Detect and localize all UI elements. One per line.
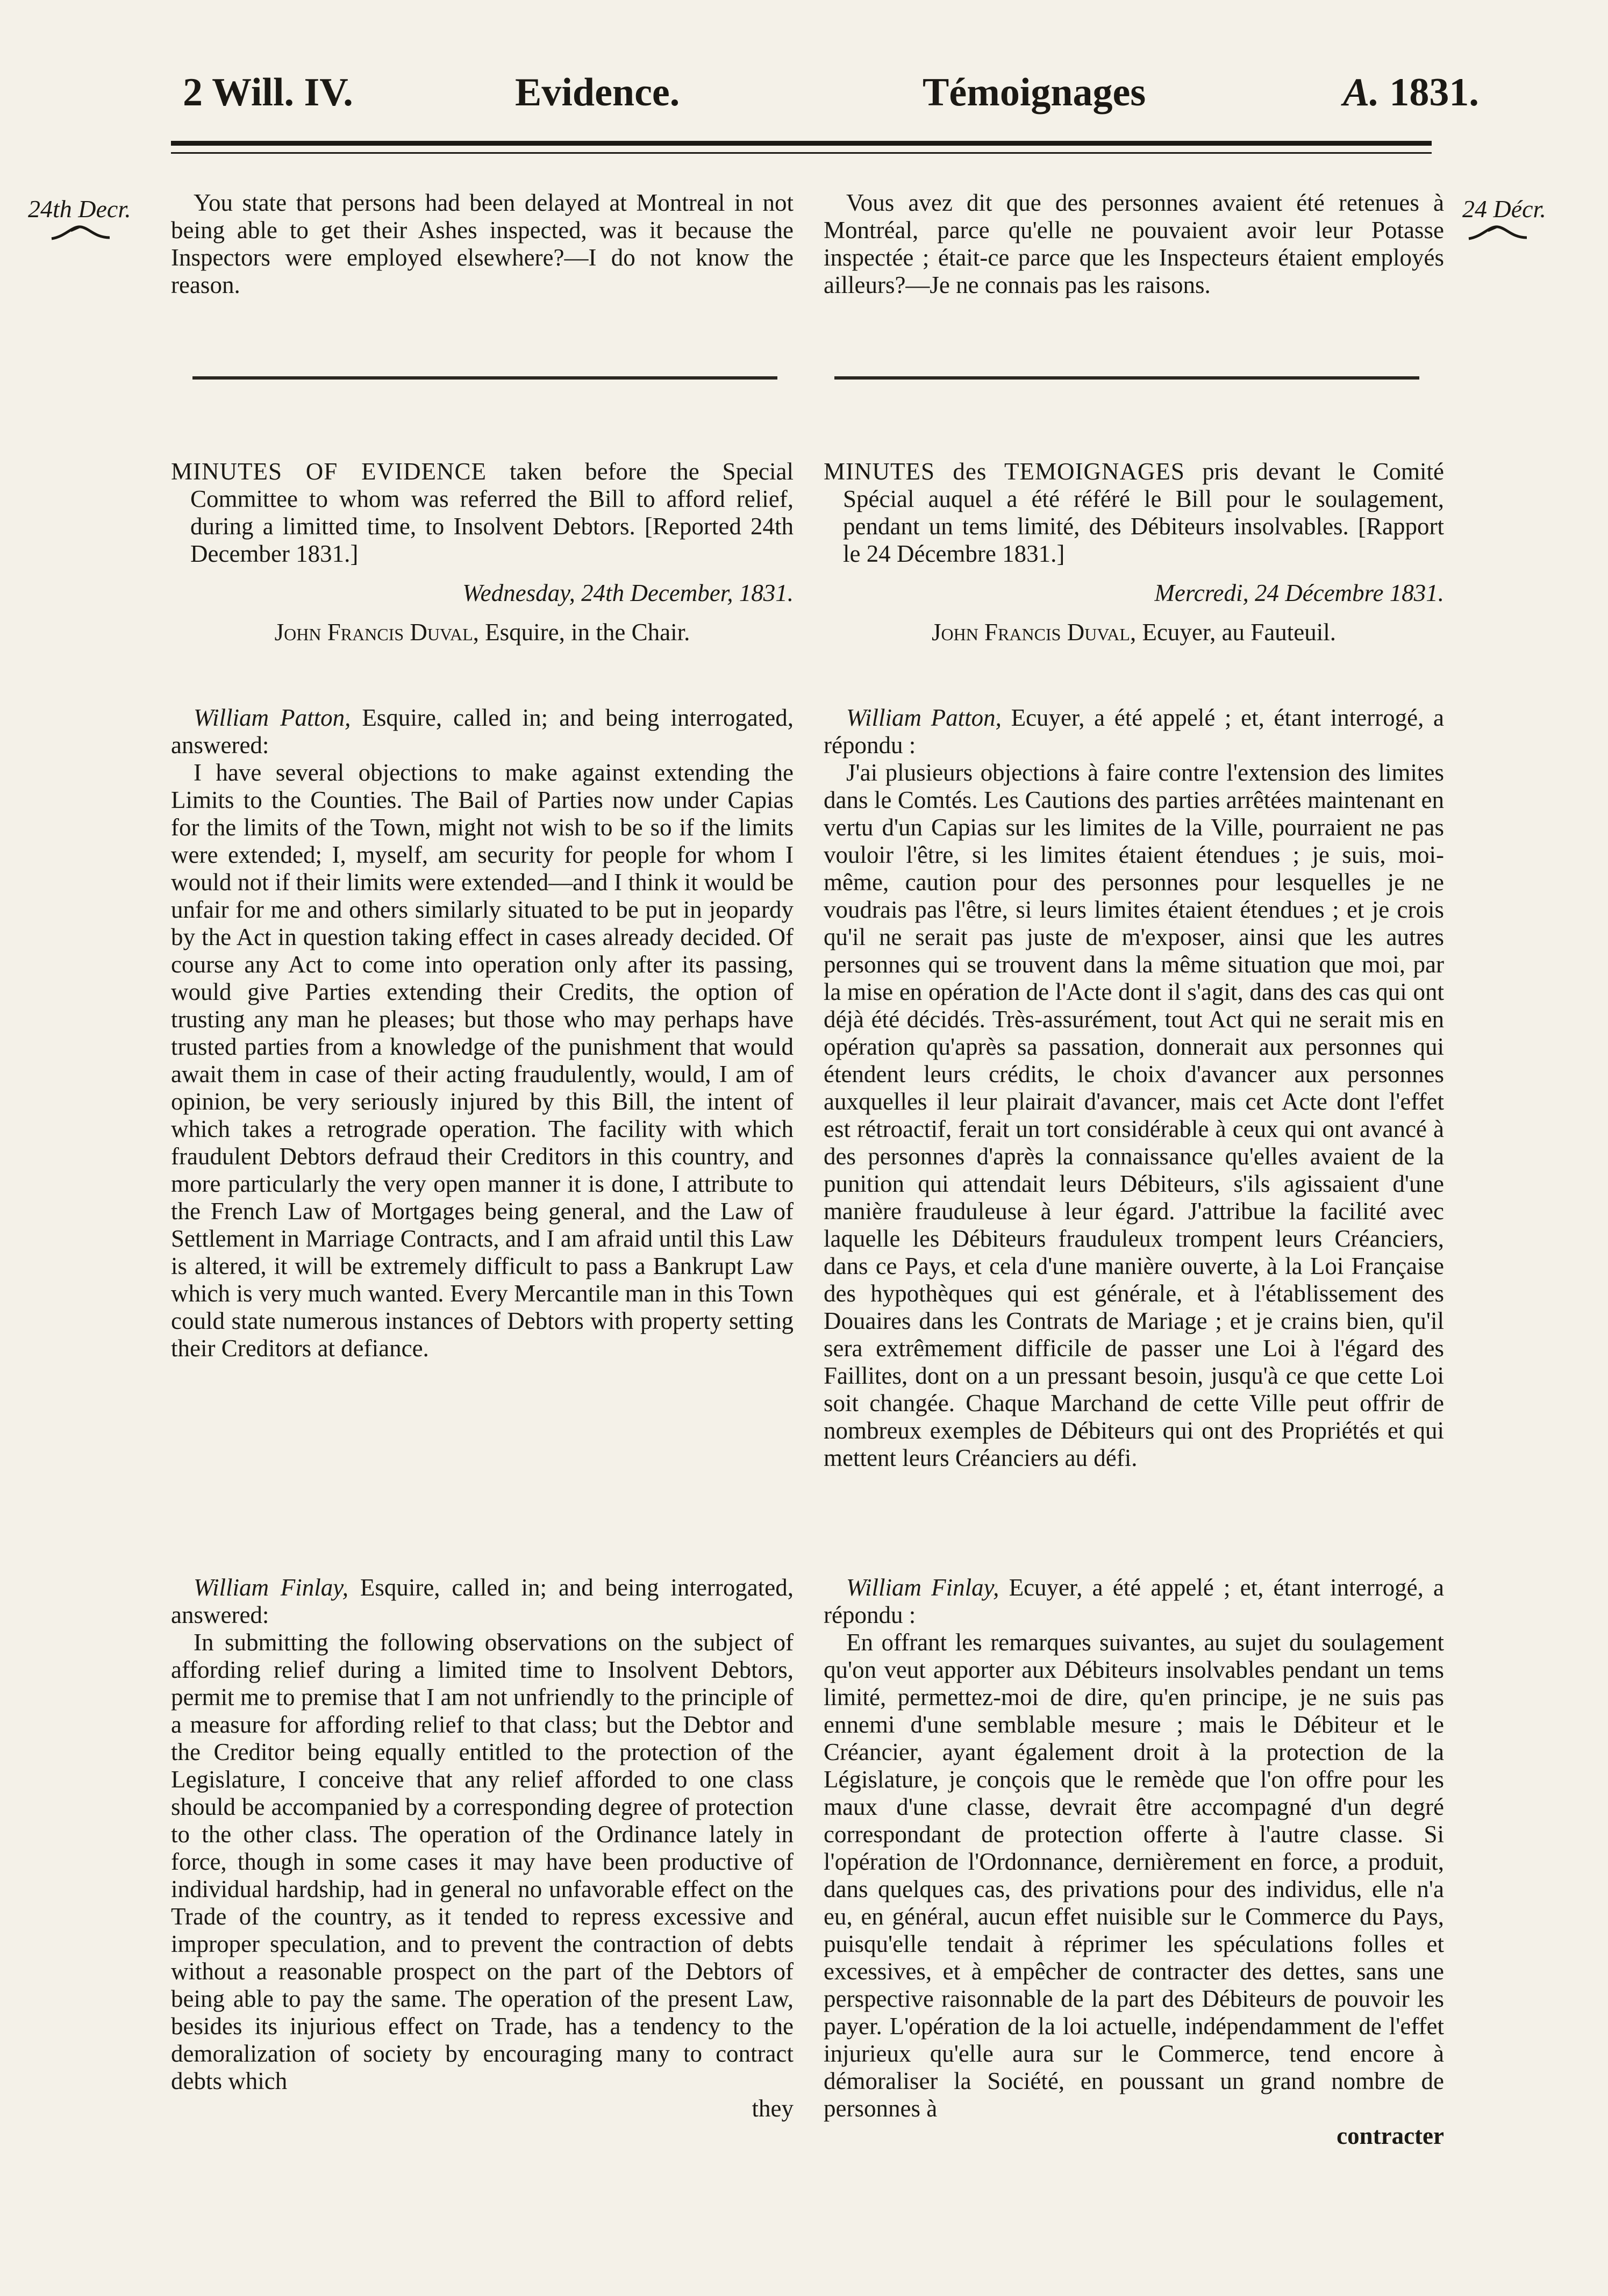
finlay-testimony-french <box>824 1574 1444 2150</box>
finlay-testimony-english <box>171 1574 794 2122</box>
patton-called-in: Esquire, called in; and being interrogated, answered: <box>171 704 794 759</box>
finlay-called-in: Esquire, called in; and being interrogated, answered: <box>171 1574 794 1628</box>
minutes-date-french: Mercredi, 24 Décembre 1831. <box>1154 580 1444 606</box>
minutes-heading-french <box>824 458 1444 646</box>
catchword-french: contracter <box>1337 2122 1444 2149</box>
minutes-title-rest: taken before the Special Committee to whom was referred the Bill to afford relief, during a limitted time, to Insolvent Debtors. <box>190 458 794 540</box>
witness-name-patton: William Patton, <box>194 704 351 731</box>
finlay-answer-french: En offrant les remarques suivantes, au sujet du soulagement qu'on veut apporter aux Débiteurs insolvables pendant un tems limité, permettez-moi de dire, qu'en principe, je ne suis pas ennemi d'une semblable mesure ; mais le Débiteur et le Créancier, ayant également droit à la protection de la Législature, je conçois que le remède que l'on offre pour les maux d'une classe, devrait être accompagné d'un degré correspondant de protection offerte à l'autre classe. Si l'opération de l'Ordonnance, dernièrement en force, a produit, dans quelques cas, des privations pour des individus, elle n'a eu, en général, aucun effet nuisible sur le Commerce du Pays, puisqu'elle tendait à réprimer les spéculations folles et excessives, et à empêcher de contracter des dettes, sans une perspective raisonnable de la part des Débiteurs de pouvoir les payer. L'opération de la loi actuelle, indépendamment de l'effet injurieux qu'elle aura sur le Commerce, tend encore à démoraliser la Société, en poussant un grand nombre de personnes à <box>824 1629 1444 2122</box>
witness-name-finlay-fr: William Finlay, <box>846 1574 999 1601</box>
header-rule-thin <box>171 152 1432 154</box>
header-year-letter: A. <box>1343 70 1380 115</box>
minutes-heading-english <box>171 458 794 646</box>
finlay-answer-english: In submitting the following observations on the subject of affording relief during a limited time to Insolvent Debtors, permit me to premise that I am not unfriendly to the principle of a measure for affording relief to that class; but the Debtor and the Creditor being equally entitled to the protection of the Legislature, I conceive that any relief afforded to one class should be accompanied by a corresponding degree of protection to the other class. The operation of the Ordinance lately in force, though in some cases it may have been productive of individual hardship, had in general no unfavorable effect on the Trade of the country, as it tended to repress excessive and improper speculation, and to prevent the contraction of debts without a reasonable prospect on the part of the Debtors of being able to pay the same. The operation of the present Law, besides its injurious effect on Trade, has a tendency to the demoralization of society by encouraging many to contract debts which <box>171 1629 794 2094</box>
witness-name-finlay: William Finlay, <box>194 1574 349 1601</box>
margin-date-english: 24th Decr. <box>28 195 131 223</box>
separator-french <box>834 376 1419 380</box>
finlay-intro-english <box>171 1574 794 1629</box>
margin-flourish-icon <box>49 219 112 248</box>
intro-french-text: Vous avez dit que des personnes avaient été retenues à Montréal, parce qu'elle ne pouvaient avoir leur Potasse inspectée ; était-ce parce que les Inspecteurs étaient employés ailleurs?—Je ne connais pas les raisons. <box>824 189 1444 298</box>
intro-french <box>824 189 1444 299</box>
chair-name-french: John Francis Duval, <box>931 619 1137 646</box>
patton-testimony-english <box>171 704 794 1362</box>
finlay-intro-french <box>824 1574 1444 1629</box>
patton-answer-english: I have several objections to make against extending the Limits to the Counties. The Bail of Parties now under Capias for the limits of the Town, might not wish to be so if the limits were extended; I, myself, am security for people for whom I would not if their limits were extended—and I think it would be unfair for me and others similarly situated to be put in jeopardy by the Act in question taking effect in cases already decided. Of course any Act to come into operation only after its passing, would give Parties extending their Credits, the option of trusting any man he pleases; but those who may perhaps have trusted parties from a knowledge of the punishment that would await them in case of their acting fraudulently, would, I am of opinion, be very seriously injured by this Bill, the intent of which takes a retrograde operation. The facility with which fraudulent Debtors defraud their Creditors in this country, and more particularly the very open manner it is done, I attribute to the French Law of Mortgages being general, and the Law of Settlement in Marriage Contracts, and I am afraid until this Law is altered, it will be extremely difficult to pass a Bankrupt Law which is very much wanted. Every Mercantile man in this Town could state numerous instances of Debtors with property setting their Creditors at defiance. <box>171 759 794 1362</box>
patton-intro-french <box>824 704 1444 759</box>
header-year-number: 1831. <box>1389 70 1479 115</box>
header-rule-thick <box>171 141 1432 146</box>
minutes-title-rest-fr: pris devant le Comité Spécial auquel a été référé le Bill pour le soulagement, pendant un tems limité, des Débiteurs insolvables. <box>843 458 1444 540</box>
patton-intro-english <box>171 704 794 759</box>
catchword-english: they <box>752 2095 794 2122</box>
intro-english <box>171 189 794 299</box>
patton-testimony-french <box>824 704 1444 1472</box>
chair-role-french: Ecuyer, au Fauteuil. <box>1142 619 1337 646</box>
minutes-title-french <box>824 458 1444 568</box>
minutes-title-english <box>171 458 794 568</box>
margin-flourish-right-icon <box>1467 219 1529 248</box>
separator-english <box>192 376 777 380</box>
minutes-title-caps: MINUTES OF EVIDENCE <box>171 458 487 485</box>
header-regnal-year: 2 Will. IV. <box>183 70 353 115</box>
minutes-title-caps-fr: MINUTES des TEMOIGNAGES <box>824 458 1185 485</box>
minutes-report-french: [Rapport le 24 Décembre 1831.] <box>843 513 1444 567</box>
header-year <box>1343 70 1479 116</box>
finlay-called-in-fr: Ecuyer, a été appelé ; et, étant interrogé, a répondu : <box>824 1574 1444 1628</box>
patton-called-in-fr: Ecuyer, a été appelé ; et, étant interrogé, a répondu : <box>824 704 1444 759</box>
minutes-report-english: [Reported 24th December 1831.] <box>190 513 794 567</box>
chair-role-english: Esquire, in the Chair. <box>485 619 690 646</box>
margin-date-french: 24 Décr. <box>1462 195 1546 223</box>
minutes-date-english: Wednesday, 24th December, 1831. <box>462 580 794 606</box>
header-title-french: Témoignages <box>923 70 1146 115</box>
witness-name-patton-fr: William Patton, <box>846 704 1002 731</box>
intro-english-text: You state that persons had been delayed at Montreal in not being able to get their Ashes inspected, was it because the Inspectors were employed elsewhere?—I do not know the reason. <box>171 189 794 298</box>
chair-name-english: John Francis Duval, <box>274 619 479 646</box>
header-title-english: Evidence. <box>515 70 680 115</box>
patton-answer-french: J'ai plusieurs objections à faire contre l'extension des limites dans le Comtés. Les Cautions des parties arrêtées maintenant en vertu d'un Capias sur les limites de la Ville, pourraient ne pas vouloir l'être, si les limites étaient étendues ; je suis, moi-même, caution pour des personnes pour lesquelles je ne voudrais pas l'être, si leurs limites étaient étendues ; et je crois qu'il ne serait pas juste de m'exposer, ainsi que les autres personnes qui se trouvent dans la même situation que moi, par la mise en opération de l'Acte dont il s'agit, dans des cas qui ont déjà été décidés. Très-assurément, tout Act qui ne serait mis en opération qu'après sa passation, donnerait aux personnes qui étendent leurs crédits, le choix d'avancer aux personnes auxquelles il leur plairait d'avancer, mais cet Acte dont l'effet est rétroactif, ferait un tort considérable à ceux qui ont avancé à des personnes d'après la connaissance qu'elles avaient de la punition qui attendait leurs Débiteurs, s'ils agissaient d'une manière frauduleuse à leur égard. J'attribue la facilité avec laquelle les Débiteurs frauduleux trompent leurs Créanciers, dans ce Pays, et cela d'une manière ouverte, à la Loi Française des hypothèques qui est générale, et à l'établissement des Douaires dans les Contrats de Mariage ; et je crains bien, qu'il sera extrêmement difficile de passer une Loi à l'égard des Faillites, dont on a un pressant besoin, jusqu'à ce que cette Loi soit changée. Chaque Marchand de cette Ville peut offrir de nombreux exemples de Débiteurs qui ont des Propriétés et qui mettent leurs Créanciers au défi. <box>824 759 1444 1471</box>
